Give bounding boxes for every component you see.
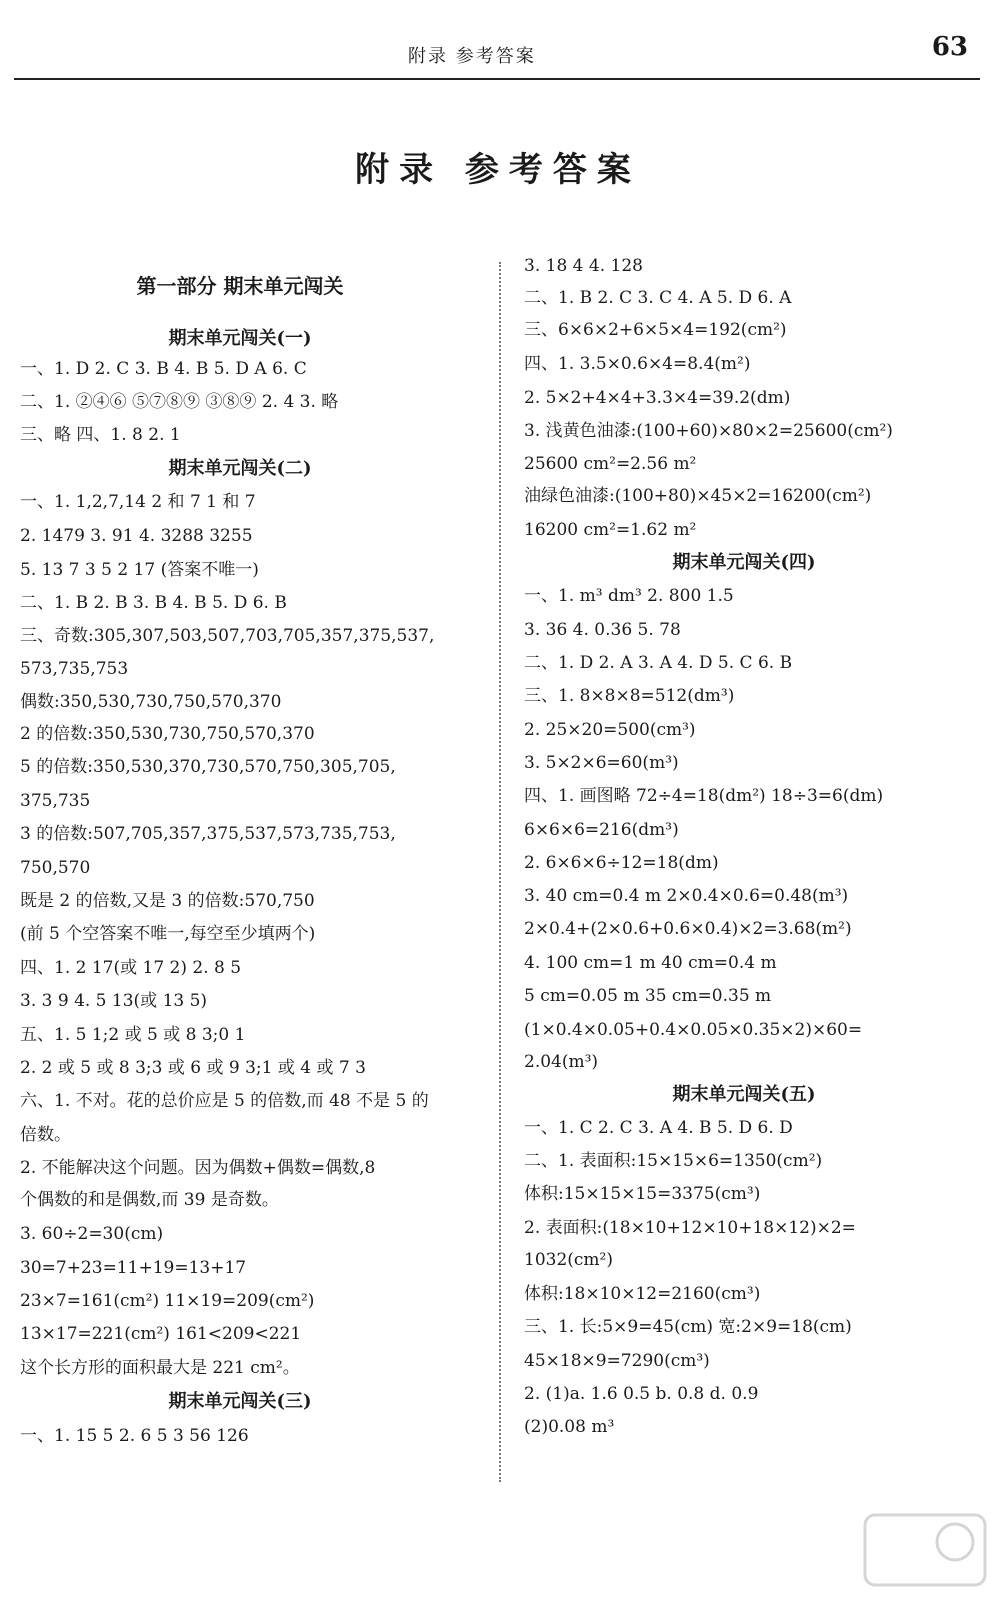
answer-line: 16200 cm²=1.62 m² <box>524 520 697 540</box>
answer-line: 一、1. 15 5 2. 6 5 3 56 126 <box>20 1426 249 1446</box>
answer-line: 三、6×6×2+6×5×4=192(cm²) <box>524 320 787 340</box>
answer-line: 二、1. B 2. B 3. B 4. B 5. D 6. B <box>20 593 287 613</box>
answer-line: 30=7+23=11+19=13+17 <box>20 1258 247 1278</box>
answer-line: 四、1. 3.5×0.6×4=8.4(m²) <box>524 354 751 374</box>
answer-line: 一、1. C 2. C 3. A 4. B 5. D 6. D <box>524 1118 793 1138</box>
section-heading: 期末单元闯关(一) <box>168 328 312 349</box>
answer-line: 2×0.4+(2×0.6+0.6×0.4)×2=3.68(m²) <box>524 919 852 939</box>
answer-line: (2)0.08 m³ <box>524 1417 615 1437</box>
answer-line: 5 的倍数:350,530,370,730,570,750,305,705, <box>20 757 396 777</box>
answer-line: 2. 2 或 5 或 8 3;3 或 6 或 9 3;1 或 4 或 7 3 <box>20 1058 366 1078</box>
answer-line: (1×0.4×0.05+0.4×0.05×0.35×2)×60= <box>524 1020 863 1040</box>
answer-line: 四、1. 2 17(或 17 2) 2. 8 5 <box>20 958 242 978</box>
answer-line: 一、1. D 2. C 3. B 4. B 5. D A 6. C <box>20 359 307 379</box>
answer-line: (前 5 个空答案不唯一,每空至少填两个) <box>20 924 316 944</box>
answer-line: 3. 浅黄色油漆:(100+60)×80×2=25600(cm²) <box>524 421 893 441</box>
answer-line: 六、1. 不对。花的总价应是 5 的倍数,而 48 不是 5 的 <box>20 1091 429 1111</box>
answer-line: 5 cm=0.05 m 35 cm=0.35 m <box>524 986 772 1006</box>
answer-line: 25600 cm²=2.56 m² <box>524 454 697 474</box>
answer-line: 2. 表面积:(18×10+12×10+18×12)×2= <box>524 1218 856 1238</box>
answer-line: 2. 5×2+4×4+3.3×4=39.2(dm) <box>524 388 791 408</box>
answer-line: 2. (1)a. 1.6 0.5 b. 0.8 d. 0.9 <box>524 1384 759 1404</box>
answer-line: 3. 3 9 4. 5 13(或 13 5) <box>20 991 208 1011</box>
answer-line: 6×6×6=216(dm³) <box>524 820 679 840</box>
answer-line: 既是 2 的倍数,又是 3 的倍数:570,750 <box>20 891 315 911</box>
answer-line: 一、1. 1,2,7,14 2 和 7 1 和 7 <box>20 492 256 512</box>
answer-line: 体积:18×10×12=2160(cm³) <box>524 1284 761 1304</box>
section-heading: 期末单元闯关(五) <box>672 1084 816 1105</box>
answer-line: 13×17=221(cm²) 161<209<221 <box>20 1324 302 1344</box>
column-divider <box>499 262 501 1482</box>
answer-line: 375,735 <box>20 791 91 811</box>
section-heading: 期末单元闯关(三) <box>168 1391 312 1412</box>
answer-line: 三、1. 长:5×9=45(cm) 宽:2×9=18(cm) <box>524 1317 852 1337</box>
section-heading: 期末单元闯关(四) <box>672 552 816 573</box>
answer-line: 二、1. 表面积:15×15×6=1350(cm²) <box>524 1151 823 1171</box>
header-label: 附录 参考答案 <box>408 46 536 67</box>
answer-line: 3 的倍数:507,705,357,375,537,573,735,753, <box>20 824 396 844</box>
answer-line: 5. 13 7 3 5 2 17 (答案不唯一) <box>20 560 259 580</box>
part-title: 第一部分 期末单元闯关 <box>136 274 344 298</box>
answer-line: 3. 60÷2=30(cm) <box>20 1224 164 1244</box>
answer-line: 这个长方形的面积最大是 221 cm²。 <box>20 1358 300 1378</box>
page-number: 63 <box>931 32 968 62</box>
answer-line: 二、1. D 2. A 3. A 4. D 5. C 6. B <box>524 653 793 673</box>
answer-line: 三、奇数:305,307,503,507,703,705,357,375,537, <box>20 626 435 646</box>
answer-line: 2 的倍数:350,530,730,750,570,370 <box>20 724 315 744</box>
answer-line: 三、略 四、1. 8 2. 1 <box>20 425 181 445</box>
answer-line: 4. 100 cm=1 m 40 cm=0.4 m <box>524 953 777 973</box>
answer-line: 45×18×9=7290(cm³) <box>524 1351 710 1371</box>
page-title: 附录 参考答案 <box>355 150 641 190</box>
answer-line: 2. 25×20=500(cm³) <box>524 720 696 740</box>
answer-line: 2. 不能解决这个问题。因为偶数+偶数=偶数,8 <box>20 1158 376 1178</box>
answer-line: 二、1. B 2. C 3. C 4. A 5. D 6. A <box>524 288 792 308</box>
answer-line: 偶数:350,530,730,750,570,370 <box>20 692 282 712</box>
answer-line: 三、1. 8×8×8=512(dm³) <box>524 686 735 706</box>
answer-line: 23×7=161(cm²) 11×19=209(cm²) <box>20 1291 315 1311</box>
answer-line: 2. 1479 3. 91 4. 3288 3255 <box>20 526 253 546</box>
answer-line: 2.04(m³) <box>524 1052 599 1072</box>
answer-line: 一、1. m³ dm³ 2. 800 1.5 <box>524 586 734 606</box>
answer-line: 倍数。 <box>20 1125 71 1145</box>
header-rule <box>14 78 980 80</box>
answer-line: 3. 40 cm=0.4 m 2×0.4×0.6=0.48(m³) <box>524 886 849 906</box>
answer-line: 1032(cm²) <box>524 1250 613 1270</box>
answer-line: 油绿色油漆:(100+80)×45×2=16200(cm²) <box>524 486 872 506</box>
answer-line: 3. 36 4. 0.36 5. 78 <box>524 620 681 640</box>
answer-line: 四、1. 画图略 72÷4=18(dm²) 18÷3=6(dm) <box>524 786 884 806</box>
answer-line: 573,735,753 <box>20 659 129 679</box>
answer-line: 750,570 <box>20 858 91 878</box>
answer-line: 个偶数的和是偶数,而 39 是奇数。 <box>20 1190 279 1210</box>
answer-line: 3. 18 4 4. 128 <box>524 256 643 276</box>
answer-line: 2. 6×6×6÷12=18(dm) <box>524 853 719 873</box>
section-heading: 期末单元闯关(二) <box>168 458 312 479</box>
answer-line: 二、1. ②④⑥ ⑤⑦⑧⑨ ③⑧⑨ 2. 4 3. 略 <box>20 392 339 412</box>
answer-line: 体积:15×15×15=3375(cm³) <box>524 1184 761 1204</box>
answer-line: 3. 5×2×6=60(m³) <box>524 753 679 773</box>
watermark-logo <box>860 1510 990 1590</box>
answer-line: 五、1. 5 1;2 或 5 或 8 3;0 1 <box>20 1025 246 1045</box>
